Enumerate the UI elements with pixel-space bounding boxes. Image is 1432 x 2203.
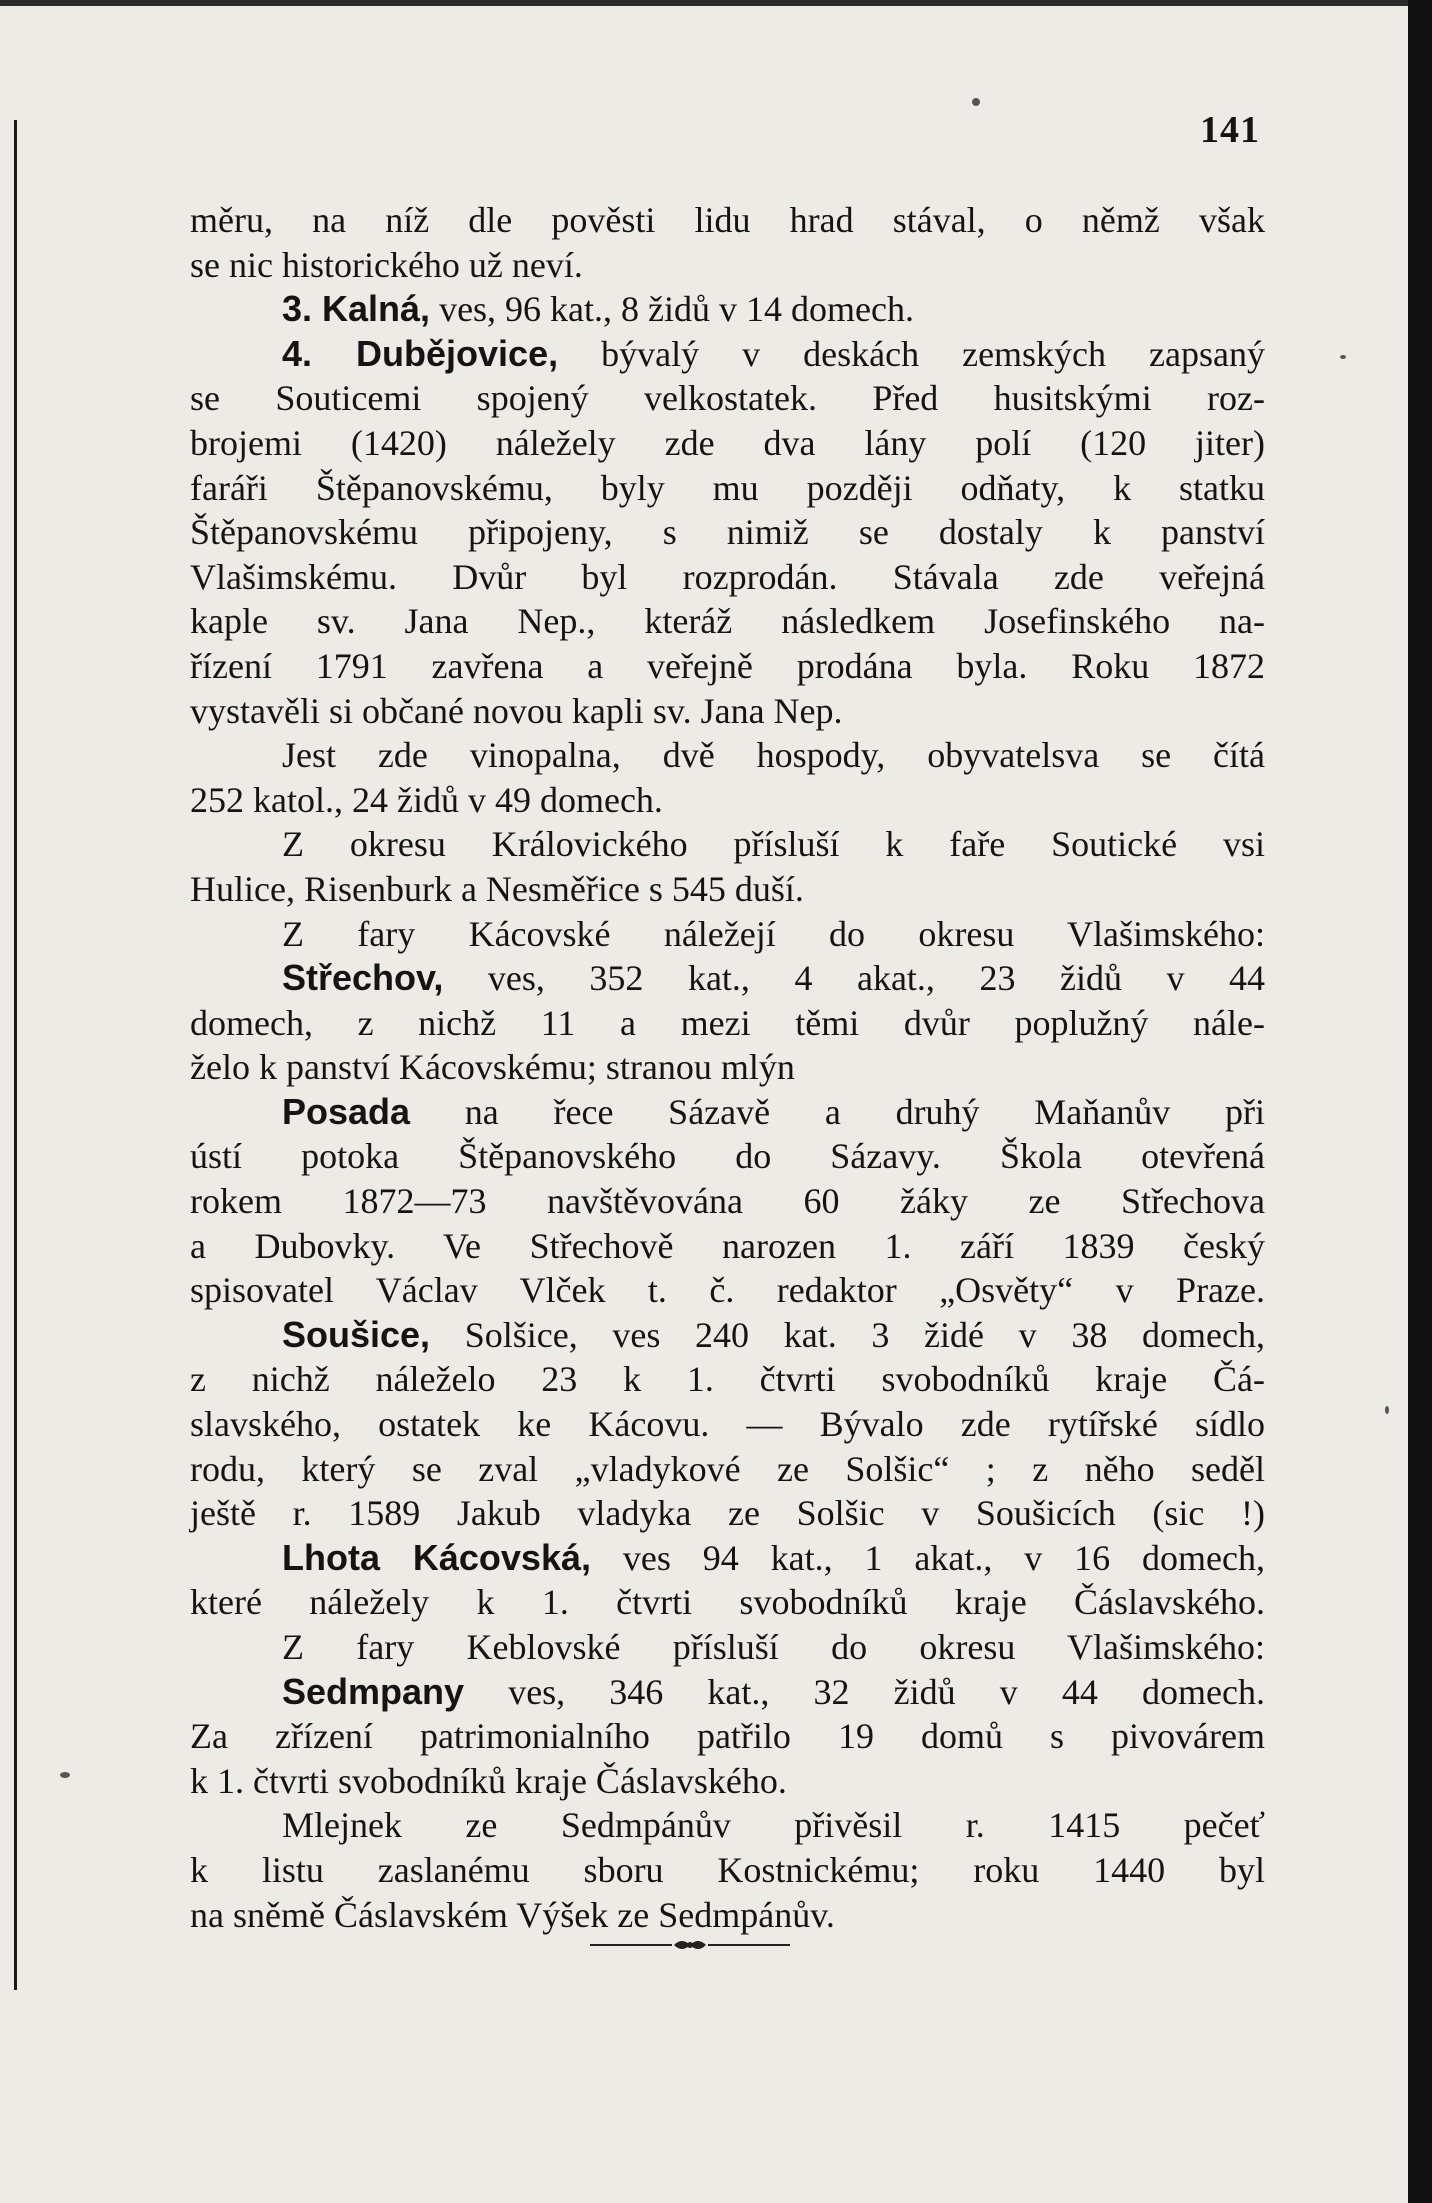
- text-line: ještě r. 1589 Jakub vladyka ze Solšic v Soušicích (sic !): [190, 1493, 1265, 1534]
- text-line: měru, na níž dle pověsti lidu hrad stával, o němž však: [190, 200, 1265, 240]
- end-ornament-icon: [590, 1935, 790, 1955]
- text-line: na sněmě Čáslavském Výšek ze Sedmpánův.: [190, 1894, 835, 1935]
- text-line: Štěpanovskému připojeny, s nimiž se dostaly k panství: [190, 512, 1265, 553]
- text-line: a Dubovky. Ve Střechově narozen 1. září 1839 český: [190, 1225, 1265, 1266]
- text-line: ústí potoka Štěpanovského do Sázavy. Škola otevřená: [190, 1136, 1265, 1177]
- text-line: Za zřízení patrimonialního patřilo 19 domů s pivovárem: [190, 1716, 1265, 1757]
- text-line: řízení 1791 zavřena a veřejně prodána byla. Roku 1872: [190, 645, 1265, 686]
- text-line: Z fary Kácovské náležejí do okresu Vlašimského:: [282, 913, 1265, 954]
- text-line: spisovatel Václav Vlček t. č. redaktor „Osvěty“ v Praze.: [190, 1270, 1265, 1311]
- text-line: z nichž náleželo 23 k 1. čtvrti svobodníků kraje Čá-: [190, 1359, 1265, 1400]
- text-line: Mlejnek ze Sedmpánův přivěsil r. 1415 pečeť: [282, 1805, 1265, 1846]
- text-line: se Souticemi spojený velkostatek. Před husitskými roz-: [190, 378, 1265, 419]
- scan-speck: [1385, 1406, 1389, 1414]
- text-line: Jest zde vinopalna, dvě hospody, obyvatelsva se čítá: [282, 735, 1265, 776]
- text-line: Z fary Keblovské přísluší do okresu Vlašimského:: [282, 1627, 1265, 1667]
- text-line: brojemi (1420) náležely zde dva lány polí (120 jiter): [190, 422, 1265, 463]
- scan-top-border: [0, 0, 1432, 6]
- text-line: Hulice, Risenburk a Nesměřice s 545 duší.: [190, 868, 804, 909]
- text-line: domech, z nichž 11 a mezi těmi dvůr poplužný nále-: [190, 1002, 1265, 1043]
- text-line: Posada na řece Sázavě a druhý Maňanův při: [282, 1090, 1265, 1132]
- page-number: 141: [1200, 109, 1260, 151]
- text-line: želo k panství Kácovskému; stranou mlýn: [190, 1047, 795, 1088]
- text-line: Z okresu Královického přísluší k faře Soutické vsi: [282, 824, 1265, 865]
- text-line: které náležely k 1. čtvrti svobodníků kraje Čáslavského.: [190, 1582, 1265, 1623]
- text-line: k listu zaslanému sboru Kostnickému; roku 1440 byl: [190, 1849, 1265, 1890]
- text-line: kaple sv. Jana Nep., kteráž následkem Josefinského na-: [190, 601, 1265, 642]
- scan-speck: [972, 98, 980, 106]
- text-line: k 1. čtvrti svobodníků kraje Čáslavského.: [190, 1760, 787, 1801]
- text-line: rodu, který se zval „vladykové ze Solšic“ ; z něho seděl: [190, 1448, 1265, 1489]
- text-line: faráři Štěpanovskému, byly mu později odňaty, k statku: [190, 467, 1265, 508]
- scan-speck: [1340, 355, 1346, 359]
- text-line: Soušice, Solšice, ves 240 kat. 3 židé v 38 domech,: [282, 1313, 1265, 1355]
- text-line: Střechov, ves, 352 kat., 4 akat., 23 židů v 44: [282, 957, 1265, 999]
- body-text: [190, 198, 1265, 1937]
- scan-speck: [60, 1772, 70, 1778]
- text-line: 3. Kalná, ves, 96 kat., 8 židů v 14 domech.: [282, 288, 914, 330]
- text-line: slavského, ostatek ke Kácovu. — Bývalo zde rytířské sídlo: [190, 1404, 1265, 1445]
- text-line: Lhota Kácovská, ves 94 kat., 1 akat., v 16 domech,: [282, 1536, 1265, 1578]
- text-line: 252 katol., 24 židů v 49 domech.: [190, 779, 663, 820]
- scan-right-edge: [1408, 0, 1432, 2203]
- scan-left-edge: [14, 120, 17, 1990]
- text-line: se nic historického už neví.: [190, 244, 583, 285]
- text-line: Vlašimskému. Dvůr byl rozprodán. Stávala zde veřejná: [190, 556, 1265, 597]
- text-line: 4. Dubějovice, bývalý v deskách zemských zapsaný: [282, 332, 1265, 374]
- text-line: rokem 1872—73 navštěvována 60 žáky ze Střechova: [190, 1181, 1265, 1222]
- text-line: vystavěli si občané novou kapli sv. Jana Nep.: [190, 690, 843, 731]
- text-line: Sedmpany ves, 346 kat., 32 židů v 44 domech.: [282, 1670, 1265, 1712]
